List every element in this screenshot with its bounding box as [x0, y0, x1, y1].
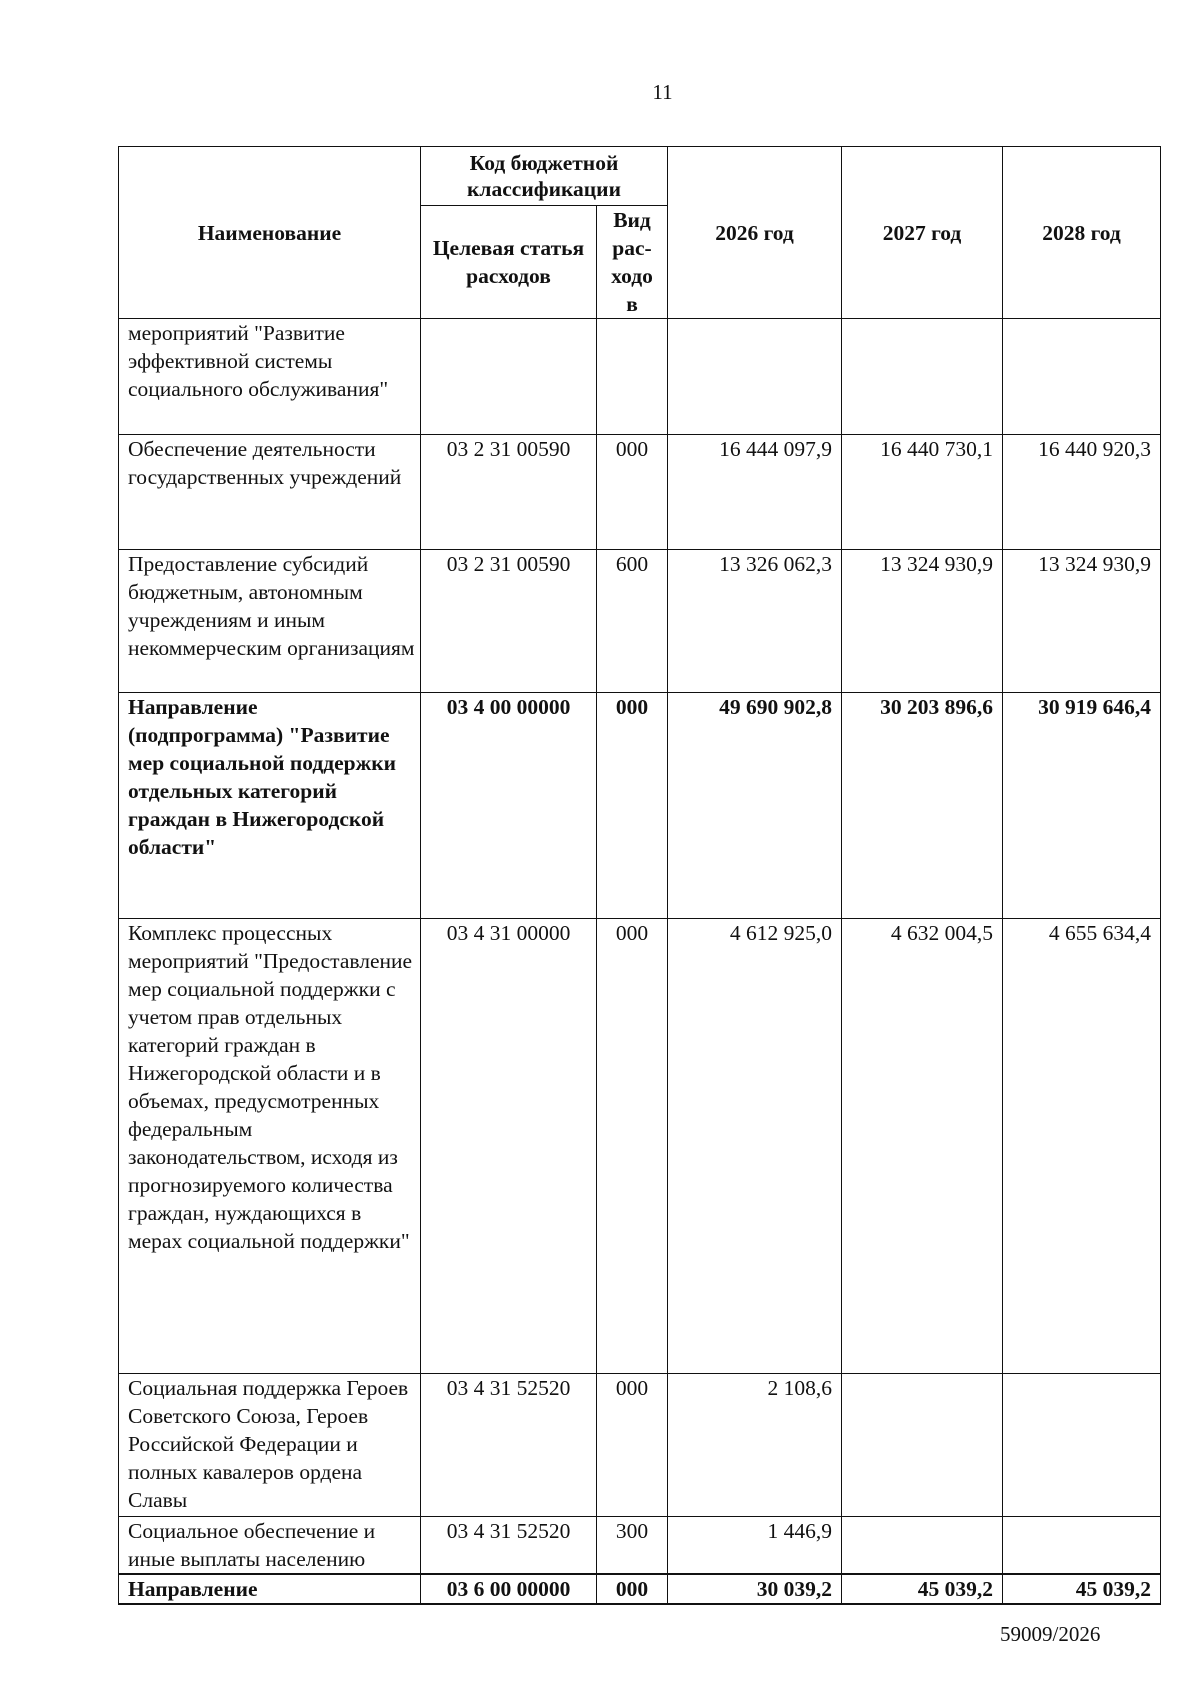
row-code: 03 4 00 00000 — [421, 693, 597, 919]
row-2028: 45 039,2 — [1003, 1574, 1161, 1604]
row-expense-type: 000 — [597, 919, 668, 1374]
row-2027 — [842, 1374, 1003, 1517]
table-row — [119, 319, 1161, 435]
row-2028: 16 440 920,3 — [1003, 435, 1161, 550]
budget-table — [118, 146, 1161, 1605]
header-expense-type: Вид рас-ходов — [597, 206, 668, 319]
row-expense-type: 000 — [597, 1574, 668, 1604]
row-2028 — [1003, 1517, 1161, 1575]
row-2026: 4 612 925,0 — [668, 919, 842, 1374]
row-2026: 2 108,6 — [668, 1374, 842, 1517]
row-name: Направление — [119, 1574, 421, 1604]
row-expense-type: 000 — [597, 435, 668, 550]
row-2027 — [842, 319, 1003, 435]
row-expense-type — [597, 319, 668, 435]
header-2027: 2027 год — [842, 147, 1003, 319]
table-row — [119, 1374, 1161, 1517]
row-code: 03 6 00 00000 — [421, 1574, 597, 1604]
table-row — [119, 1517, 1161, 1575]
row-2026: 49 690 902,8 — [668, 693, 842, 919]
header-2026: 2026 год — [668, 147, 842, 319]
row-name: мероприятий "Развитие эффективной системы социального обслуживания" — [119, 319, 421, 435]
row-code — [421, 319, 597, 435]
header-2028: 2028 год — [1003, 147, 1161, 319]
table-row — [119, 919, 1161, 1374]
row-name: Социальная поддержка Героев Советского Союза, Героев Российской Федерации и полных кавалеров ордена Славы — [119, 1374, 421, 1517]
row-name: Направление (подпрограмма) "Развитие мер социальной поддержки отдельных категорий граждан в Нижегородской области" — [119, 693, 421, 919]
row-2026: 16 444 097,9 — [668, 435, 842, 550]
row-name: Обеспечение деятельности государственных учреждений — [119, 435, 421, 550]
row-expense-type: 600 — [597, 550, 668, 693]
row-2028: 13 324 930,9 — [1003, 550, 1161, 693]
header-name: Наименование — [119, 147, 421, 319]
row-code: 03 2 31 00590 — [421, 550, 597, 693]
row-2028: 30 919 646,4 — [1003, 693, 1161, 919]
row-code: 03 2 31 00590 — [421, 435, 597, 550]
row-code: 03 4 31 00000 — [421, 919, 597, 1374]
row-name: Предоставление субсидий бюджетным, автономным учреждениям и иным некоммерческим организациям — [119, 550, 421, 693]
table-row — [119, 693, 1161, 919]
row-expense-type: 300 — [597, 1517, 668, 1575]
row-name: Социальное обеспечение и иные выплаты населению — [119, 1517, 421, 1575]
row-2027: 13 324 930,9 — [842, 550, 1003, 693]
header-target-article: Целевая статья расходов — [421, 206, 597, 319]
row-2028: 4 655 634,4 — [1003, 919, 1161, 1374]
document-number: 59009/2026 — [1000, 1622, 1101, 1646]
row-2027: 4 632 004,5 — [842, 919, 1003, 1374]
row-2027: 16 440 730,1 — [842, 435, 1003, 550]
row-2026: 30 039,2 — [668, 1574, 842, 1604]
row-2026: 1 446,9 — [668, 1517, 842, 1575]
row-2028 — [1003, 1374, 1161, 1517]
row-2027: 45 039,2 — [842, 1574, 1003, 1604]
table-row — [119, 1574, 1161, 1604]
row-2026: 13 326 062,3 — [668, 550, 842, 693]
row-expense-type: 000 — [597, 1374, 668, 1517]
row-code: 03 4 31 52520 — [421, 1517, 597, 1575]
table-row — [119, 550, 1161, 693]
header-code-group: Код бюджетной классификации — [421, 147, 668, 206]
table-row — [119, 435, 1161, 550]
row-2026 — [668, 319, 842, 435]
row-2028 — [1003, 319, 1161, 435]
row-2027: 30 203 896,6 — [842, 693, 1003, 919]
row-name: Комплекс процессных мероприятий "Предоставление мер социальной поддержки с учетом прав отдельных категорий граждан в Нижегородской области и в объемах, предусмотренных федеральным законодательством, исходя из прогнозируемого количества граждан, нуждающихся в мерах социальной поддержки" — [119, 919, 421, 1374]
page-number: 11 — [652, 80, 673, 104]
row-expense-type: 000 — [597, 693, 668, 919]
row-code: 03 4 31 52520 — [421, 1374, 597, 1517]
row-2027 — [842, 1517, 1003, 1575]
